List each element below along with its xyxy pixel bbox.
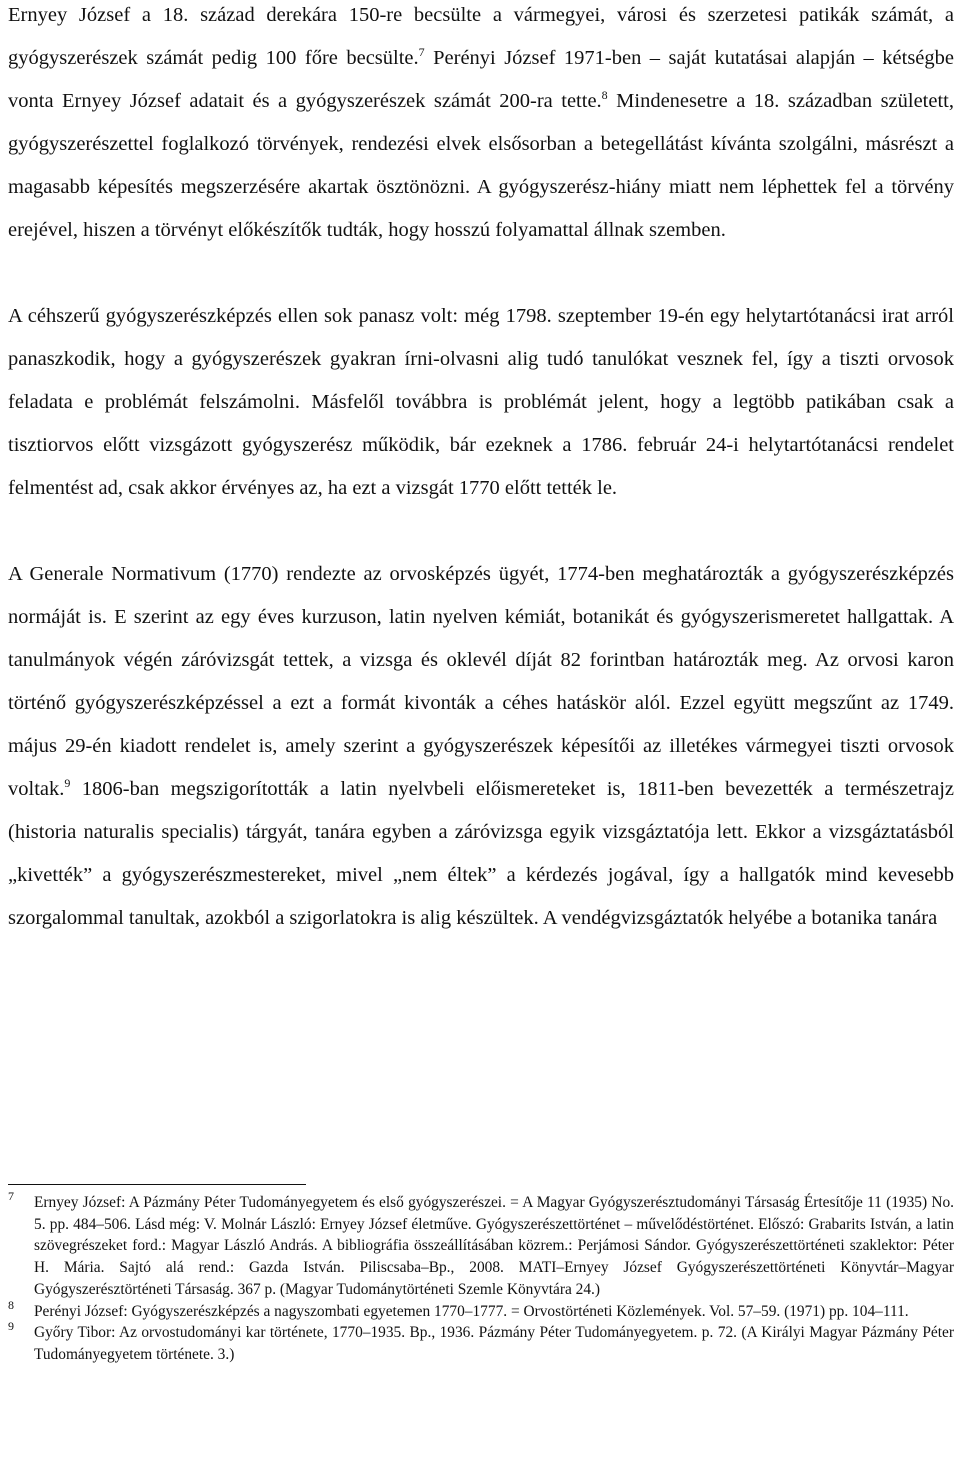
footnote-8 [8, 1297, 954, 1323]
footnotes [8, 1189, 954, 1366]
paragraph-1 [8, 0, 954, 252]
footnote-ref-9[interactable]: 9 [64, 776, 71, 791]
footnote-number: 8 [8, 1297, 14, 1312]
footnote-text: Ernyey József: A Pázmány Péter Tudományegyetem és első gyógyszerészei. = A Magyar Gyógyszerésztudományi Társaság Értesítője 11 (1935) No. 5. pp. 484–506. Lásd még: V. Molnár László: Ernyey József életműve. Gyógyszerészettörténet – művelődéstörténet. Előszó: Grabarits István, a latin szövegrészeket ford.: Magyar László András. A bibliográfia összeállításában közrem.: Perjámosi Sándor. Gyógyszerészettörténeti szaklektor: Péter H. Mária. Sajtó alá rend.: Gazda István. Piliscsaba–Bp., 2008. MATI–Ernyey József Gyógyszerészettörténeti Könyvtár–Magyar Gyógyszerésztörténeti Társaság. 367 p. (Magyar Tudománytörténeti Szemle Könyvtára 24.) [34, 1194, 954, 1298]
footnote-9 [8, 1319, 954, 1365]
paragraph-3-text-b: 1806-ban megszigorították a latin nyelvbeli előismereteket is, 1811-ben bevezették a természetrajz (historia naturalis specialis) tárgyát, tanára egyben a záróvizsga egyik vizsgáztatója lett. Ekkor a vizsgáztatásból „kivették” a gyógyszerészmestereket, mivel „nem éltek” a kérdezés jogával, így a hallgatók mind kevesebb szorgalommal tanultak, azokból a szigorlatokra is alig készültek. A vendégvizsgáztatók helyébe a botanika tanára [8, 778, 954, 929]
paragraph-3-text-a: A Generale Normativum (1770) rendezte az orvosképzés ügyét, 1774-ben meghatározták a gyógyszerészképzés normáját is. E szerint az egy éves kurzuson, latin nyelven kémiát, botanikát és gyógyszerismeretet hallgattak. A tanulmányok végén záróvizsgát tettek, a vizsga és oklevél díját 82 forintban határozták meg. Az orvosi karon történő gyógyszerészképzéssel a ezt a formát kivonták a céhes hatáskör alól. Ezzel együtt megszűnt az 1749. május 29-én kiadott rendelet is, amely szerint a gyógyszerészek képesítői az illetékes vármegyei tiszti orvosok voltak. [8, 563, 954, 800]
footnote-text: Győry Tibor: Az orvostudományi kar története, 1770–1935. Bp., 1936. Pázmány Péter Tudományegyetem. p. 72. (A Királyi Magyar Pázmány Péter Tudományegyetem története. 3.) [34, 1324, 954, 1363]
paragraph-1-text-b: Perényi József 1971-ben – saját kutatásai alapján – kétségbe vonta Ernyey József adatait és a gyógyszerészek számát 200-ra tette. [8, 47, 954, 112]
paragraph-1-text-a: Ernyey József a 18. század derekára 150-re becsülte a vármegyei, városi és szerzetesi patikák számát, a gyógyszerészek számát pedig 100 főre becsülte. [8, 4, 954, 69]
paragraph-1-text-c: Mindenesetre a 18. században született, gyógyszerészettel foglalkozó törvények, rendezési elvek elsősorban a betegellátást kívánta szolgálni, másrészt a magasabb képesítés megszerzésére akartak ösztönözni. A gyógyszerész-hiány miatt nem léphettek fel a törvény erejével, hiszen a törvényt előkészítők tudták, hogy hosszú folyamattal állnak szemben. [8, 90, 954, 241]
footnote-ref-8[interactable]: 8 [601, 88, 608, 103]
footnote-text: Perényi József: Gyógyszerészképzés a nagyszombati egyetemen 1770–1777. = Orvostörténeti Közlemények. Vol. 57–59. (1971) pp. 104–111. [34, 1302, 909, 1320]
paragraph-2-text: A céhszerű gyógyszerészképzés ellen sok panasz volt: még 1798. szeptember 19-én egy helytartótanácsi irat arról panaszkodik, hogy a gyógyszerészek gyakran írni-olvasni alig tudó tanulókat vesznek fel, így a tiszti orvosok feladata e problémát felszámolni. Másfelől továbbra is problémát jelent, hogy a legtöbb patikában csak a tisztiorvos előtt vizsgázott gyógyszerész működik, bár ezeknek a 1786. február 24-i helytartótanácsi rendelet felmentést ad, csak akkor érvényes az, ha ezt a vizsgát 1770 előtt tették le. [8, 305, 954, 499]
document-body [8, 0, 954, 940]
paragraph-2 [8, 295, 954, 510]
paragraph-3 [8, 553, 954, 940]
footnote-number: 9 [8, 1319, 14, 1334]
footnote-ref-7[interactable]: 7 [418, 45, 425, 60]
footnote-separator [8, 1184, 306, 1185]
footnote-7 [8, 1189, 954, 1301]
footnote-number: 7 [8, 1189, 14, 1203]
